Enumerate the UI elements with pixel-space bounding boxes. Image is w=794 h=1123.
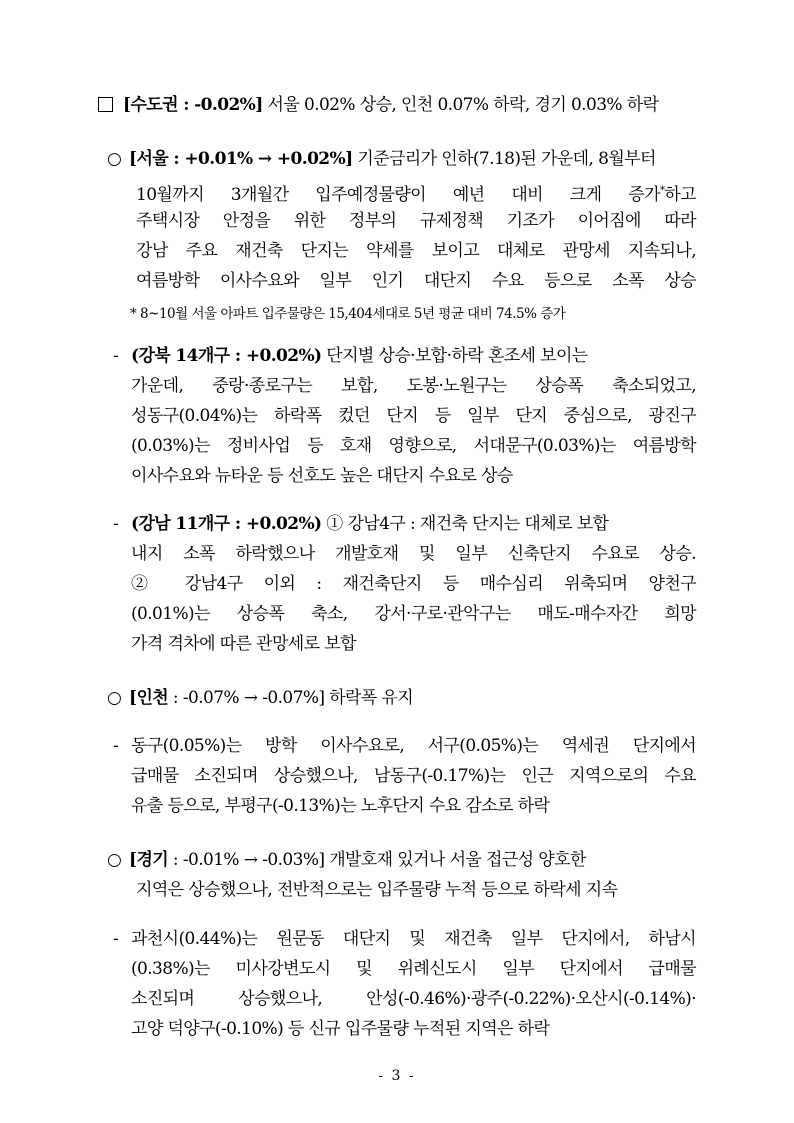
seoul-line-2 [136, 180, 696, 206]
footnote-mark: * [659, 185, 665, 196]
dash-bullet: - [113, 736, 119, 756]
gangnam-line-5: 가격 격차에 따른 관망세로 보합 [131, 634, 356, 654]
summary-heading: [수도권 : -0.02%] [123, 95, 263, 115]
gyeonggi-heading-line [107, 849, 586, 871]
gyeonggi-sub-line-3: 소진되며 상승했으나, 안성(-0.46%)·광주(-0.22%)·오산시(-0.14%)· [131, 989, 696, 1009]
seoul-line-5: 여름방학 이사수요와 일부 인기 대단지 수요 등으로 소폭 상승 [136, 271, 696, 291]
seoul-footnote: * 8~10월 서울 아파트 입주물량은 15,404세대로 5년 평균 대비 74.5% 증가 [130, 306, 566, 322]
gangbuk-line-3: 성동구(0.04%)는 하락폭 컸던 단지 등 일부 단지 중심으로, 광진구 [131, 406, 696, 426]
gangbuk-line-1 [113, 345, 588, 367]
gyeonggi-line-2: 지역은 상승했으나, 전반적으로는 입주물량 누적 등으로 하락세 지속 [136, 880, 618, 900]
seoul-text-2: 10월까지 3개월간 입주예정물량이 예년 대비 크게 증가 [136, 185, 660, 205]
incheon-line-1 [113, 735, 696, 757]
circle-bullet: ○ [107, 688, 122, 708]
gyeonggi-sub-line-1 [113, 928, 696, 950]
seoul-line-3: 주택시장 안정을 위한 정부의 규제정책 기조가 이어짐에 따라 [136, 211, 696, 231]
incheon-line-2: 급매물 소진되며 상승했으나, 남동구(-0.17%)는 인근 지역으로의 수요 [131, 766, 696, 786]
gangnam-line-2: 내지 소폭 하락했으나 개발호재 및 일부 신축단지 수요로 상승. [131, 544, 696, 564]
seoul-text-2b: 하고 [664, 185, 696, 205]
gangbuk-text-1: 단지별 상승·보합·하락 혼조세 보이는 [321, 346, 588, 366]
gangbuk-line-5: 이사수요와 뉴타운 등 선호도 높은 대단지 수요로 상승 [131, 466, 513, 486]
incheon-line-3: 유출 등으로, 부평구(-0.13%)는 노후단지 수요 감소로 하락 [131, 796, 550, 816]
gangnam-line-4: (0.01%)는 상승폭 축소, 강서·구로·관악구는 매도-매수자간 희망 [131, 604, 696, 624]
gangbuk-line-2: 가운데, 중랑·종로구는 보합, 도봉·노원구는 상승폭 축소되었고, [131, 376, 696, 396]
gangnam-text-1: ① 강남4구 : 재건축 단지는 대체로 보합 [321, 514, 609, 534]
gyeonggi-text-1: : -0.01% → -0.03%] 개발호재 있거나 서울 접근성 양호한 [168, 850, 586, 870]
circle-bullet: ○ [107, 149, 122, 169]
incheon-heading: [인천 [129, 688, 169, 708]
seoul-heading: [서울 : +0.01% → +0.02%] [129, 149, 353, 169]
dash-bullet: - [113, 929, 119, 949]
seoul-line-1 [107, 148, 656, 170]
gangnam-heading: (강남 11개구 : +0.02%) [131, 514, 322, 534]
circle-bullet: ○ [107, 850, 122, 870]
gyeonggi-sub-line-2: (0.38%)는 미사강변도시 및 위례신도시 일부 단지에서 급매물 [131, 959, 696, 979]
gyeonggi-sub-line-4: 고양 덕양구(-0.10%) 등 신규 입주물량 누적된 지역은 하락 [131, 1019, 550, 1039]
page-number: - 3 - [378, 1068, 416, 1084]
summary-line [98, 94, 698, 116]
dash-bullet: - [113, 346, 119, 366]
checkbox-square-bullet [98, 97, 113, 112]
gangbuk-heading: (강북 14개구 : +0.02%) [131, 346, 322, 366]
gyeonggi-heading: [경기 [129, 850, 169, 870]
gangnam-line-1 [113, 513, 608, 535]
dash-bullet: - [113, 514, 119, 534]
summary-text: 서울 0.02% 상승, 인천 0.07% 하락, 경기 0.03% 하락 [262, 95, 659, 115]
gangbuk-line-4: (0.03%)는 정비사업 등 호재 영향으로, 서대문구(0.03%)는 여름방학 [131, 436, 696, 456]
incheon-heading-line [107, 687, 413, 709]
seoul-line-4: 강남 주요 재건축 단지는 약세를 보이고 대체로 관망세 지속되나, [136, 241, 696, 261]
gyeonggi-sub-text-1: 과천시(0.44%)는 원문동 대단지 및 재건축 일부 단지에서, 하남시 [131, 929, 696, 949]
incheon-text-1: 동구(0.05%)는 방학 이사수요로, 서구(0.05%)는 역세권 단지에서 [131, 736, 696, 756]
gangnam-line-3: ② 강남4구 이외 : 재건축단지 등 매수심리 위축되며 양천구 [131, 574, 696, 594]
seoul-text-1: 기준금리가 인하(7.18)된 가운데, 8월부터 [352, 149, 656, 169]
incheon-text: : -0.07% → -0.07%] 하락폭 유지 [168, 688, 414, 708]
